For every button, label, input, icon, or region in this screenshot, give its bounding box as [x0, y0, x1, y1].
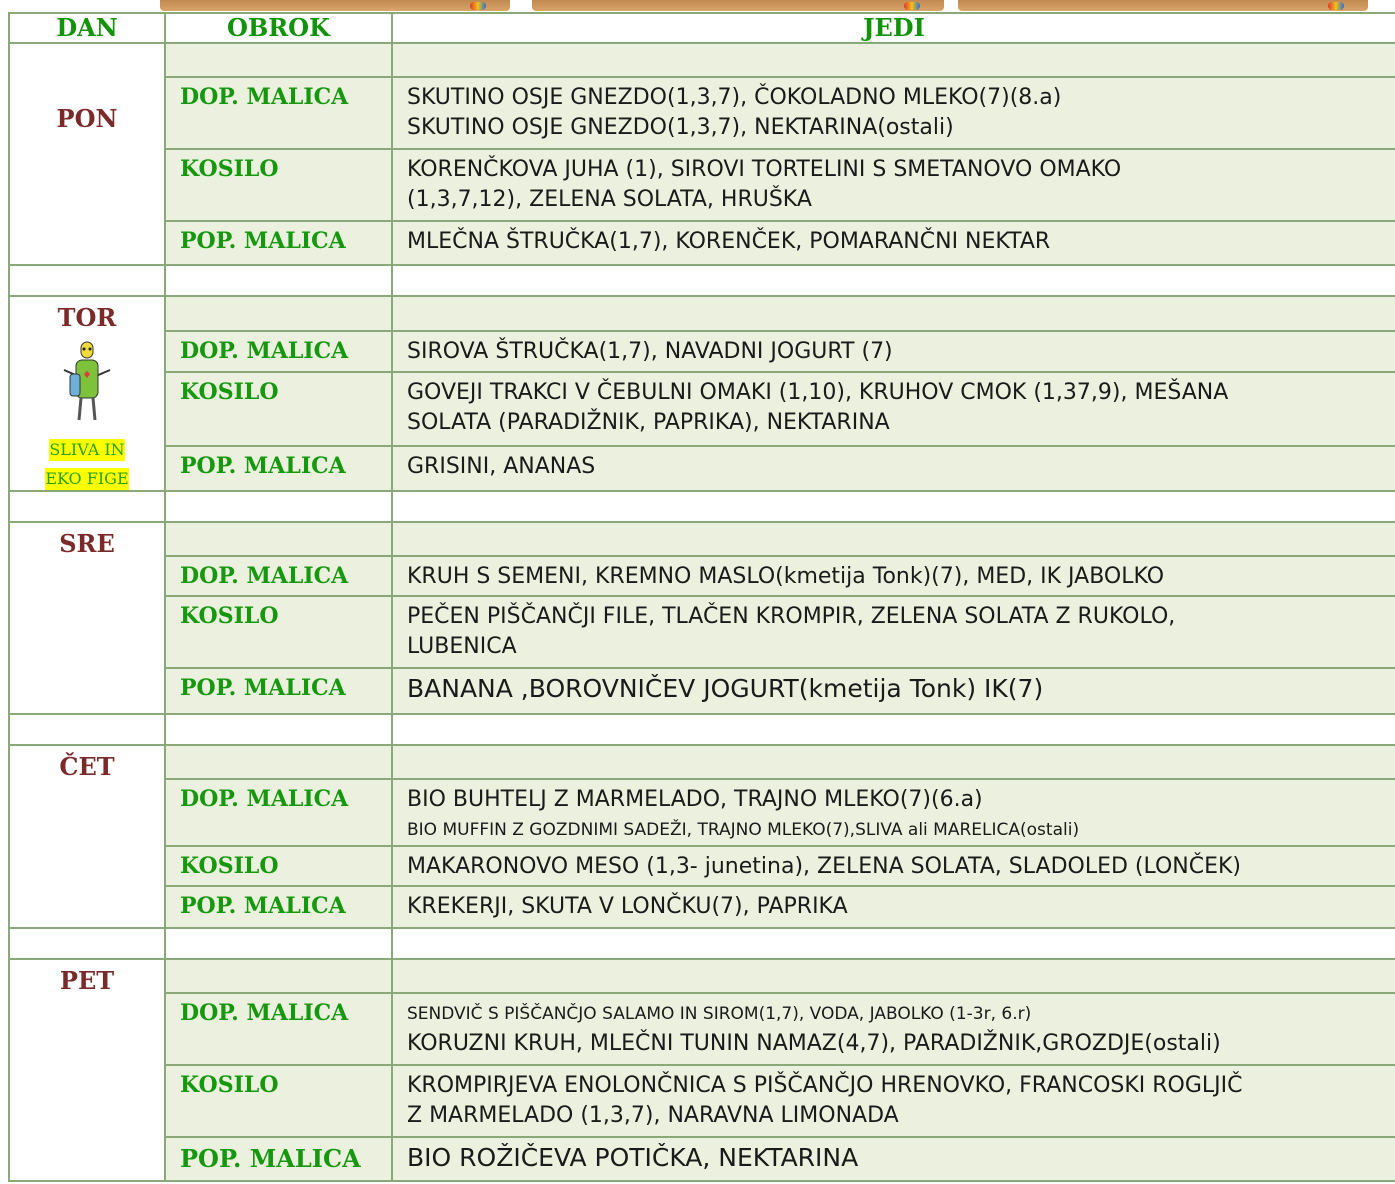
meal-row — [9, 993, 1395, 1065]
meal-row — [9, 446, 1395, 491]
food-cell — [392, 149, 1395, 221]
blank-cell — [165, 43, 392, 77]
spacer-row — [9, 928, 1395, 959]
meal-row — [9, 372, 1395, 446]
meal-label: POP. MALICA — [165, 1137, 392, 1181]
food-line: LUBENICA — [407, 634, 517, 659]
meal-row — [9, 1065, 1395, 1137]
food-line: SOLATA (PARADIŽNIK, PAPRIKA), NEKTARINA — [407, 409, 890, 435]
meal-label: POP. MALICA — [165, 446, 392, 491]
food-line: KROMPIRJEVA ENOLONČNICA S PIŠČANČJO HRENOVKO, FRANCOSKI ROGLJIČ — [407, 1073, 1243, 1098]
food-line: SENDVIČ S PIŠČANČJO SALAMO IN SIROM(1,7), VODA, JABOLKO (1-3r, 6.r) — [407, 1004, 1032, 1024]
header-row — [9, 13, 1395, 43]
food-line: KORUZNI KRUH, MLEČNI TUNIN NAMAZ(4,7), PARADIŽNIK,GROZDJE(ostali) — [407, 1031, 1221, 1056]
food-line: SKUTINO OSJE GNEZDO(1,3,7), NEKTARINA(ostali) — [407, 115, 954, 140]
food-line: KREKERJI, SKUTA V LONČKU(7), PAPRIKA — [407, 894, 848, 919]
blank-cell — [165, 522, 392, 556]
meal-label: DOP. MALICA — [165, 331, 392, 372]
blank-cell — [165, 296, 392, 331]
meal-row — [9, 77, 1395, 149]
day-label: TOR — [57, 303, 117, 332]
food-line: MAKARONOVO MESO (1,3- junetina), ZELENA SOLATA, SLADOLED (LONČEK) — [407, 854, 1242, 879]
blank-cell — [392, 296, 1395, 331]
note-line: SLIVA IN — [49, 440, 125, 459]
food-cell — [392, 993, 1395, 1065]
day-note — [10, 432, 164, 490]
food-line: KRUH S SEMENI, KREMNO MASLO(kmetija Tonk)(7), MED, IK JABOLKO — [407, 564, 1165, 589]
food-cell — [392, 596, 1395, 668]
meal-label: POP. MALICA — [165, 221, 392, 265]
day-cell — [9, 296, 165, 491]
meal-row — [9, 221, 1395, 265]
food-cell — [392, 668, 1395, 714]
food-line: SKUTINO OSJE GNEZDO(1,3,7), ČOKOLADNO MLEKO(7)(8.a) — [407, 85, 1062, 110]
blank-cell — [165, 959, 392, 993]
food-cell — [392, 331, 1395, 372]
wood-banner — [958, 0, 1368, 11]
header-jedi: JEDI — [392, 13, 1395, 43]
top-decoration — [0, 0, 1395, 12]
kid-mascot-icon — [56, 340, 118, 432]
meal-row — [9, 596, 1395, 668]
food-line: BIO BUHTELJ Z MARMELADO, TRAJNO MLEKO(7)(6.a) — [407, 787, 983, 812]
meal-label: DOP. MALICA — [165, 556, 392, 596]
food-line: KORENČKOVA JUHA (1), SIROVI TORTELINI S SMETANOVO OMAKO — [407, 157, 1122, 182]
day-row — [9, 522, 1395, 556]
meal-label: DOP. MALICA — [165, 77, 392, 149]
food-cell — [392, 77, 1395, 149]
food-cell — [392, 372, 1395, 446]
day-row — [9, 43, 1395, 77]
food-line: BIO ROŽIČEVA POTIČKA, NEKTARINA — [407, 1143, 859, 1172]
food-line: BANANA ,BOROVNIČEV JOGURT(kmetija Tonk) IK(7) — [407, 674, 1044, 703]
meal-label: DOP. MALICA — [165, 993, 392, 1065]
meal-row — [9, 1137, 1395, 1181]
meal-label: KOSILO — [165, 372, 392, 446]
day-label: PON — [9, 43, 165, 265]
meal-row — [9, 556, 1395, 596]
day-label: PET — [9, 959, 165, 1181]
blank-cell — [392, 43, 1395, 77]
food-line: PEČEN PIŠČANČJI FILE, TLAČEN KROMPIR, ZELENA SOLATA Z RUKOLO, — [407, 604, 1176, 629]
meal-row — [9, 886, 1395, 928]
food-line: MLEČNA ŠTRUČKA(1,7), KORENČEK, POMARANČNI NEKTAR — [407, 229, 1051, 254]
meal-label: POP. MALICA — [165, 668, 392, 714]
food-cell — [392, 446, 1395, 491]
menu-table — [8, 12, 1395, 1182]
food-line: Z MARMELADO (1,3,7), NARAVNA LIMONADA — [407, 1103, 899, 1128]
food-cell — [392, 556, 1395, 596]
day-row — [9, 959, 1395, 993]
day-row — [9, 745, 1395, 779]
blank-cell — [165, 745, 392, 779]
meal-label: KOSILO — [165, 846, 392, 886]
food-cell — [392, 846, 1395, 886]
day-label: SRE — [9, 522, 165, 714]
day-label: ČET — [9, 745, 165, 928]
food-cell — [392, 221, 1395, 265]
spacer-row — [9, 714, 1395, 745]
food-cell — [392, 1137, 1395, 1181]
note-line: EKO FIGE — [45, 469, 129, 488]
food-cell — [392, 886, 1395, 928]
wood-banner — [160, 0, 510, 11]
meal-row — [9, 779, 1395, 846]
food-line: BIO MUFFIN Z GOZDNIMI SADEŽI, TRAJNO MLEKO(7),SLIVA ali MARELICA(ostali) — [407, 820, 1080, 840]
meal-label: DOP. MALICA — [165, 779, 392, 846]
spacer-row — [9, 491, 1395, 522]
food-line: GRISINI, ANANAS — [407, 453, 596, 479]
food-cell — [392, 1065, 1395, 1137]
meal-row — [9, 668, 1395, 714]
meal-row — [9, 846, 1395, 886]
blank-cell — [392, 745, 1395, 779]
wood-banner — [532, 0, 944, 11]
header-obrok: OBROK — [165, 13, 392, 43]
meal-label: KOSILO — [165, 149, 392, 221]
meal-label: KOSILO — [165, 1065, 392, 1137]
food-cell — [392, 779, 1395, 846]
day-row — [9, 296, 1395, 331]
meal-label: KOSILO — [165, 596, 392, 668]
blank-cell — [392, 522, 1395, 556]
meal-label: POP. MALICA — [165, 886, 392, 928]
spacer-row — [9, 265, 1395, 296]
meal-row — [9, 331, 1395, 372]
meal-row — [9, 149, 1395, 221]
food-line: SIROVA ŠTRUČKA(1,7), NAVADNI JOGURT (7) — [407, 338, 893, 364]
food-line: (1,3,7,12), ZELENA SOLATA, HRUŠKA — [407, 187, 812, 212]
blank-cell — [392, 959, 1395, 993]
header-dan: DAN — [9, 13, 165, 43]
food-line: GOVEJI TRAKCI V ČEBULNI OMAKI (1,10), KRUHOV CMOK (1,37,9), MEŠANA — [407, 379, 1229, 405]
